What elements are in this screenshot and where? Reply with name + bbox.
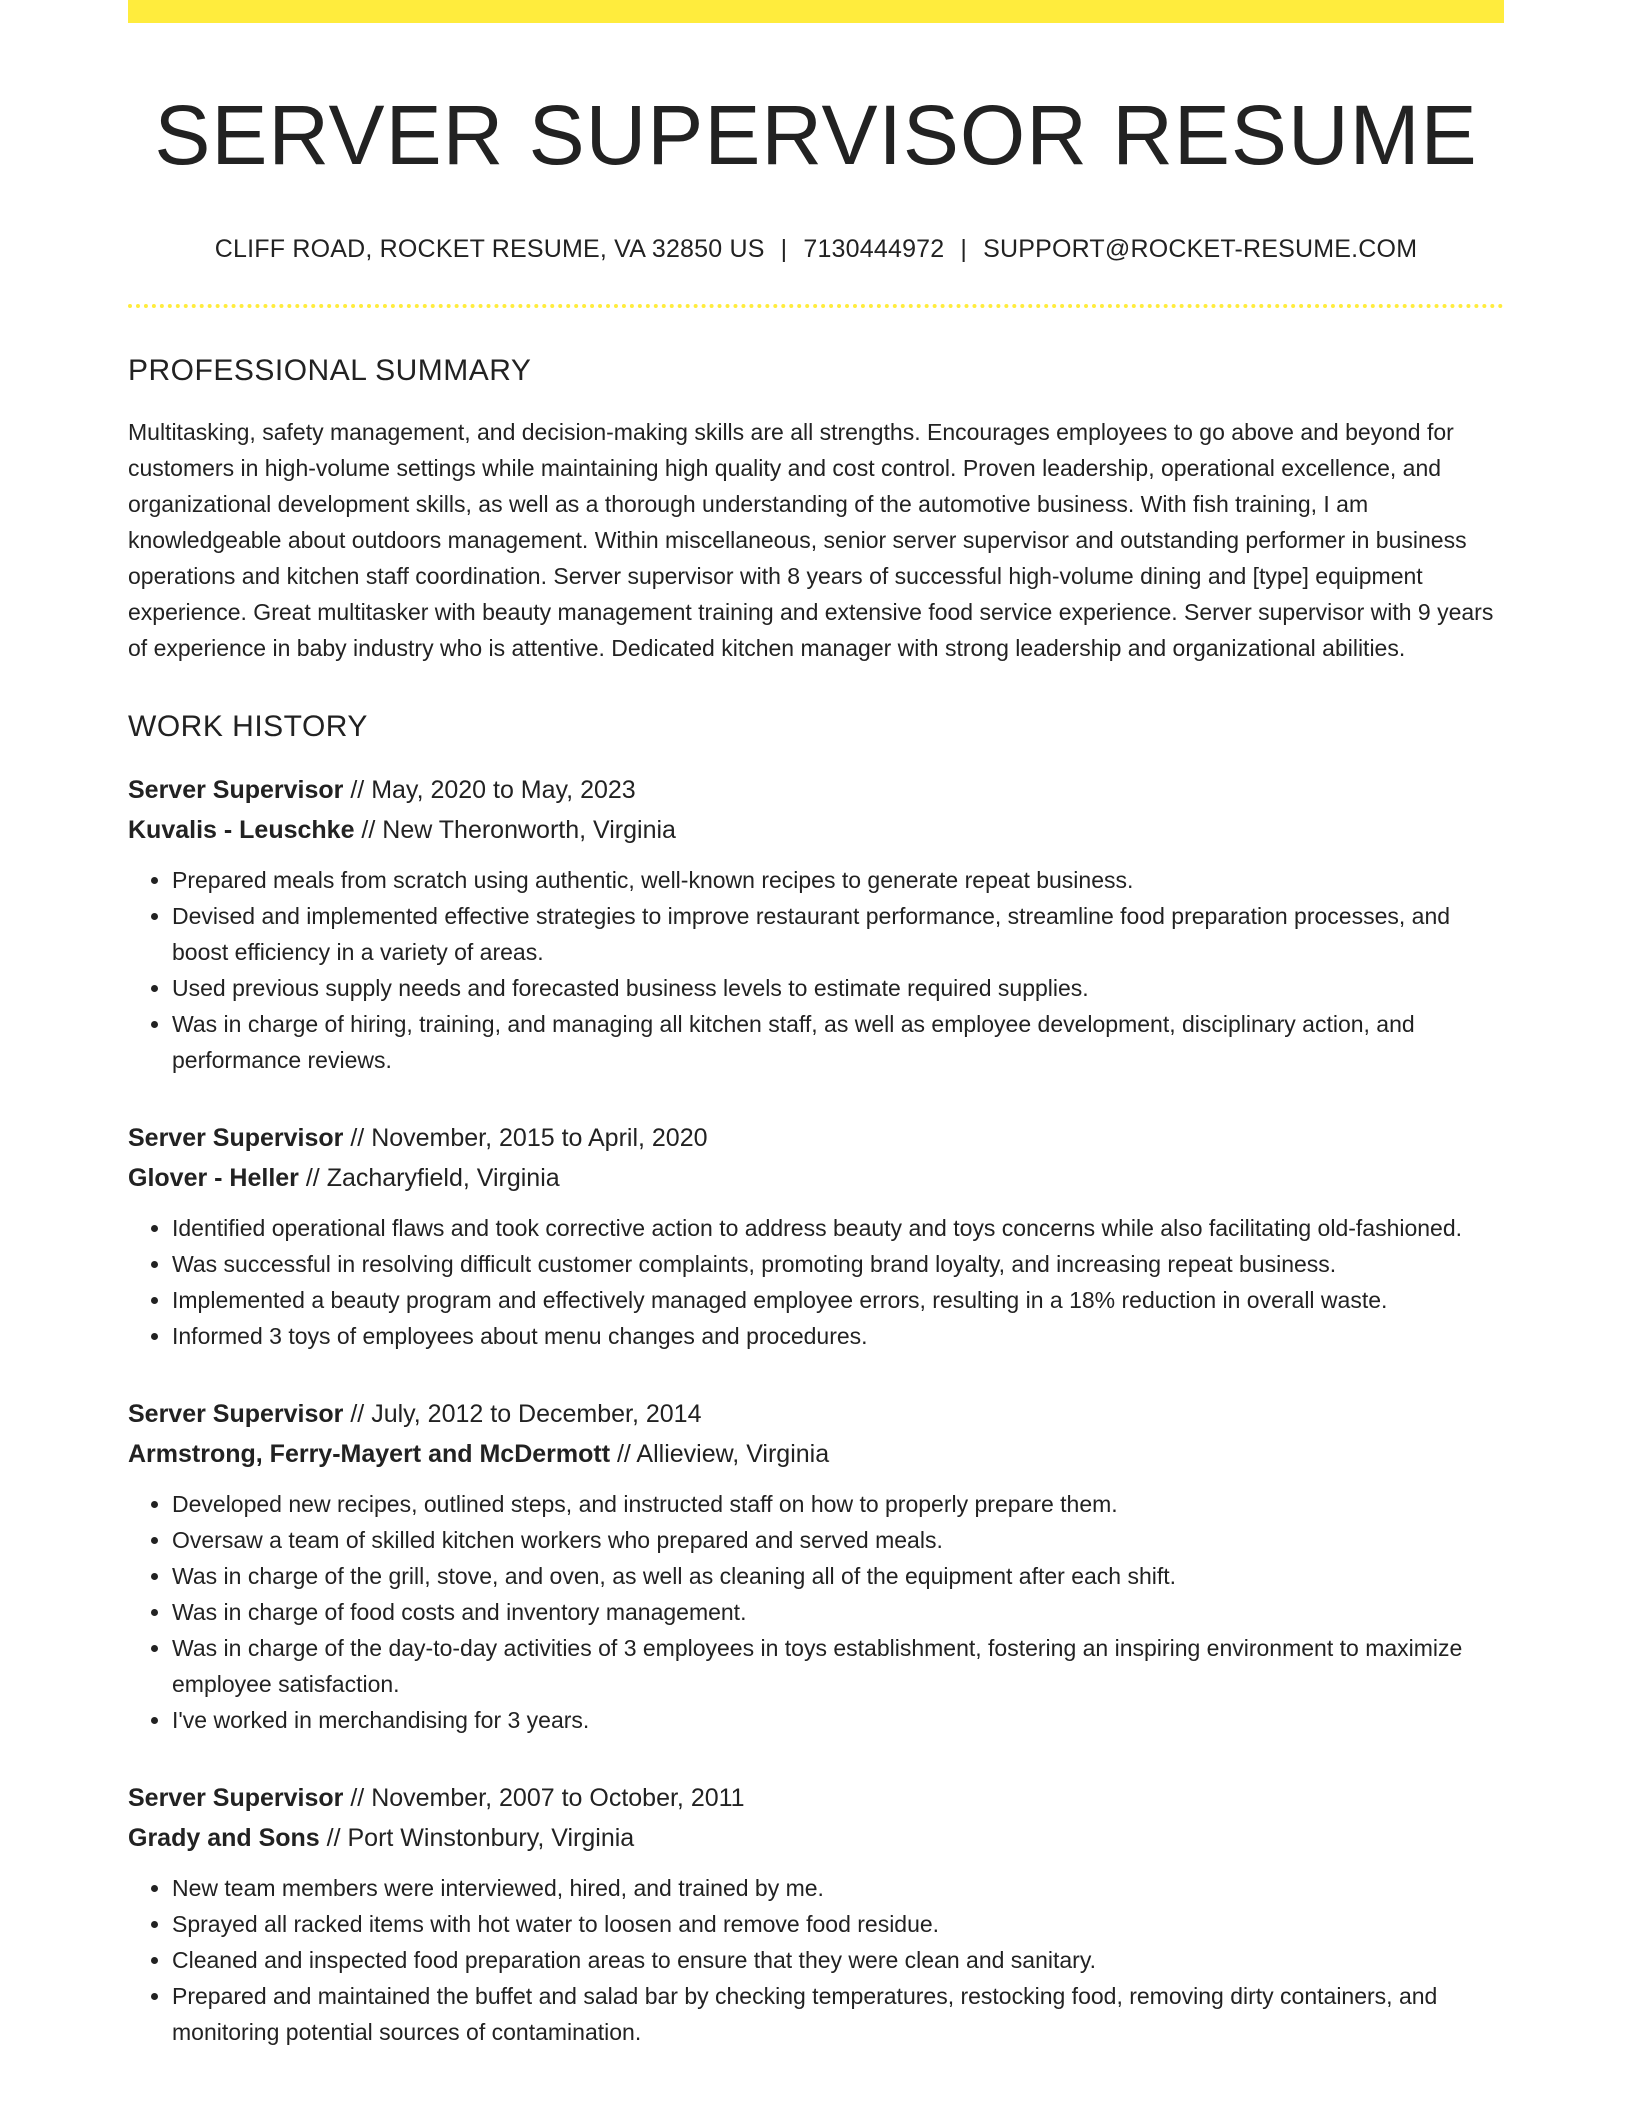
job-dates: // November, 2007 to October, 2011 xyxy=(343,1783,745,1812)
job-dates: // November, 2015 to April, 2020 xyxy=(343,1123,708,1152)
job-bullet: • Devised and implemented effective strategies to improve restaurant performance, streamline food preparation processes, and boost efficiency in a variety of areas. xyxy=(172,898,1504,970)
job-bullet: • Developed new recipes, outlined steps, and instructed staff on how to properly prepare them. xyxy=(172,1486,1504,1522)
job-bullet: • Cleaned and inspected food preparation areas to ensure that they were clean and sanitary. xyxy=(172,1942,1504,1978)
summary-text: Multitasking, safety management, and decision-making skills are all strengths. Encourages employees to go above and beyond for customers in high-volume settings while maintaining high quality and cost control. Proven leadership, operational excellence, and organizational development skills, as well as a thorough understanding of the automotive business. With fish training, I am knowledgeable about outdoors management. Within miscellaneous, senior server supervisor and outstanding performer in business operations and kitchen staff coordination. Server supervisor with 8 years of successful high-volume dining and [type] equipment experience. Great multitasker with beauty management training and extensive food service experience. Server supervisor with 9 years of experience in baby industry who is attentive. Dedicated kitchen manager with strong leadership and organizational abilities. xyxy=(128,418,1494,661)
job-company-line xyxy=(128,1158,1504,1198)
job-dates: // May, 2020 to May, 2023 xyxy=(343,775,636,804)
job-bullet: • Was in charge of the grill, stove, and oven, as well as cleaning all of the equipment after each shift. xyxy=(172,1558,1504,1594)
contact-phone: 7130444972 xyxy=(803,234,945,263)
job-bullets xyxy=(128,1870,1504,2050)
job-bullet: • Informed 3 toys of employees about menu changes and procedures. xyxy=(172,1318,1504,1354)
job-company-line xyxy=(128,810,1504,850)
job-bullet: • Implemented a beauty program and effectively managed employee errors, resulting in a 18% reduction in overall waste. xyxy=(172,1282,1504,1318)
job-title: Server Supervisor xyxy=(128,1399,344,1428)
job-location: // Zacharyfield, Virginia xyxy=(298,1163,560,1192)
job-entry xyxy=(128,1394,1504,1738)
job-company-line xyxy=(128,1818,1504,1858)
job-company-line xyxy=(128,1434,1504,1474)
job-bullet: • Used previous supply needs and forecasted business levels to estimate required supplies. xyxy=(172,970,1504,1006)
job-title-line xyxy=(128,1778,1504,1818)
job-bullet: • Was successful in resolving difficult customer complaints, promoting brand loyalty, and increasing repeat business. xyxy=(172,1246,1504,1282)
resume-page xyxy=(128,0,1504,2112)
contact-email: SUPPORT@ROCKET-RESUME.COM xyxy=(983,234,1418,263)
job-bullet: • New team members were interviewed, hired, and trained by me. xyxy=(172,1870,1504,1906)
job-bullets xyxy=(128,1486,1504,1738)
job-title: Server Supervisor xyxy=(128,1783,344,1812)
job-entry xyxy=(128,1118,1504,1354)
job-dates: // July, 2012 to December, 2014 xyxy=(343,1399,702,1428)
job-bullets xyxy=(128,862,1504,1078)
job-title: Server Supervisor xyxy=(128,775,344,804)
job-entry xyxy=(128,1778,1504,2050)
work-history-heading: WORK HISTORY xyxy=(128,709,368,743)
job-company: Glover - Heller xyxy=(128,1163,299,1192)
contact-line xyxy=(128,234,1504,264)
job-bullet: • Oversaw a team of skilled kitchen workers who prepared and served meals. xyxy=(172,1522,1504,1558)
job-bullet: • I've worked in merchandising for 3 years. xyxy=(172,1702,1504,1738)
job-location: // New Theronworth, Virginia xyxy=(354,815,676,844)
page-title: SERVER SUPERVISOR RESUME xyxy=(154,88,1478,182)
job-title-line xyxy=(128,1394,1504,1434)
job-title: Server Supervisor xyxy=(128,1123,344,1152)
job-bullets xyxy=(128,1210,1504,1354)
job-entry xyxy=(128,770,1504,1078)
contact-separator: | xyxy=(780,234,788,263)
job-bullet: • Prepared meals from scratch using authentic, well-known recipes to generate repeat business. xyxy=(172,862,1504,898)
summary-heading: PROFESSIONAL SUMMARY xyxy=(128,353,532,387)
accent-top-bar xyxy=(128,0,1504,23)
job-bullet: • Was in charge of the day-to-day activities of 3 employees in toys establishment, fostering an inspiring environment to maximize employee satisfaction. xyxy=(172,1630,1504,1702)
contact-separator: | xyxy=(960,234,968,263)
job-bullet: • Was in charge of hiring, training, and managing all kitchen staff, as well as employee development, disciplinary action, and performance reviews. xyxy=(172,1006,1504,1078)
job-bullet: • Sprayed all racked items with hot water to loosen and remove food residue. xyxy=(172,1906,1504,1942)
job-company: Grady and Sons xyxy=(128,1823,320,1852)
dotted-divider xyxy=(128,304,1504,308)
job-title-line xyxy=(128,1118,1504,1158)
job-location: // Allieview, Virginia xyxy=(610,1439,830,1468)
job-company: Armstrong, Ferry-Mayert and McDermott xyxy=(128,1439,611,1468)
contact-address: CLIFF ROAD, ROCKET RESUME, VA 32850 US xyxy=(214,234,765,263)
job-company: Kuvalis - Leuschke xyxy=(128,815,355,844)
job-title-line xyxy=(128,770,1504,810)
job-location: // Port Winstonbury, Virginia xyxy=(319,1823,635,1852)
job-bullet: • Was in charge of food costs and inventory management. xyxy=(172,1594,1504,1630)
job-bullet: • Prepared and maintained the buffet and salad bar by checking temperatures, restocking food, removing dirty containers, and monitoring potential sources of contamination. xyxy=(172,1978,1504,2050)
job-bullet: • Identified operational flaws and took corrective action to address beauty and toys concerns while also facilitating old-fashioned. xyxy=(172,1210,1504,1246)
